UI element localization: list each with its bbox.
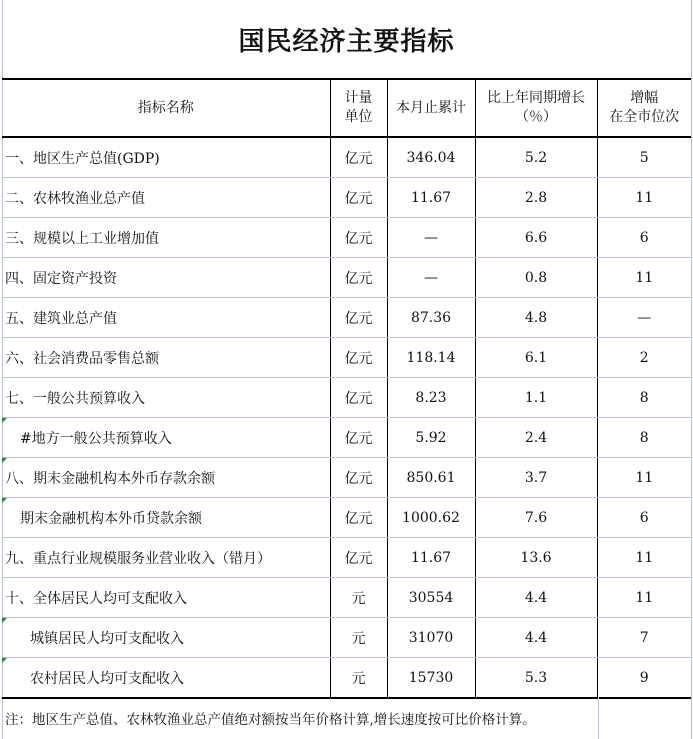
indicator-rank: 11 [597,458,691,498]
indicator-name: 城镇居民人均可支配收入 [2,618,330,658]
indicator-cumulative: 8.23 [387,378,475,418]
indicator-name: 八、期末金融机构本外币存款余额 [2,458,330,498]
indicator-rank: 11 [597,538,691,578]
header-rank: 增幅 在全市位次 [597,79,691,137]
indicator-cumulative: 118.14 [387,338,475,378]
indicator-rank: 6 [597,498,691,538]
indicator-growth: 4.4 [475,618,597,658]
indicator-cumulative: 850.61 [387,458,475,498]
table-row [2,137,691,178]
indicator-growth: 6.1 [475,338,597,378]
indicator-rank: 11 [597,258,691,298]
table-row [2,178,691,218]
table-row [2,618,691,658]
footnote: 注：地区生产总值、农林牧渔业总产值绝对额按当年价格计算,增长速度按可比价格计算。 [5,712,536,728]
indicator-name: 三、规模以上工业增加值 [2,218,330,258]
header-unit: 计量 单位 [330,79,387,137]
table-row [2,258,691,298]
indicator-rank: 8 [597,378,691,418]
indicator-unit: 元 [330,578,387,618]
indicator-name: 期末金融机构本外币贷款余额 [2,498,330,538]
indicator-growth: 13.6 [475,538,597,578]
indicator-rank: 6 [597,218,691,258]
note-cell-gridline [598,697,599,739]
table-row [2,658,691,699]
table-row [2,338,691,378]
indicator-rank: 11 [597,178,691,218]
indicator-cumulative: 346.04 [387,137,475,178]
indicator-growth: 4.8 [475,298,597,338]
table-row [2,578,691,618]
indicator-unit: 亿元 [330,538,387,578]
page-title: 国民经济主要指标 [238,26,455,57]
indicator-cumulative: — [387,218,475,258]
indicator-rank: 2 [597,338,691,378]
table-row [2,298,691,338]
indicator-cumulative: 11.67 [387,538,475,578]
indicator-name: 九、重点行业规模服务业营业收入（错月） [2,538,330,578]
indicator-unit: 亿元 [330,137,387,178]
indicator-name: #地方一般公共预算收入 [2,418,330,458]
cell-comment-marker-icon [2,458,7,463]
indicator-cumulative: 31070 [387,618,475,658]
indicator-cumulative: 87.36 [387,298,475,338]
table-row [2,218,691,258]
indicator-unit: 亿元 [330,498,387,538]
indicator-cumulative: 30554 [387,578,475,618]
indicator-rank: 9 [597,658,691,699]
cell-comment-marker-icon [2,418,7,423]
indicator-growth: 2.8 [475,178,597,218]
indicator-table [2,78,691,699]
cell-comment-marker-icon [2,498,7,503]
indicator-name: 十、全体居民人均可支配收入 [2,578,330,618]
indicator-unit: 亿元 [330,458,387,498]
indicator-growth: 4.4 [475,578,597,618]
indicator-cumulative: 1000.62 [387,498,475,538]
table-row [2,538,691,578]
indicator-growth: 0.8 [475,258,597,298]
table-row [2,458,691,498]
indicator-rank: — [597,298,691,338]
indicator-name: 六、社会消费品零售总额 [2,338,330,378]
cell-comment-marker-icon [2,658,7,663]
indicator-name: 农村居民人均可支配收入 [2,658,330,699]
indicator-name: 四、固定资产投资 [2,258,330,298]
header-name: 指标名称 [2,79,330,137]
indicator-unit: 元 [330,658,387,699]
indicator-cumulative: 15730 [387,658,475,699]
indicator-unit: 亿元 [330,218,387,258]
cell-comment-marker-icon [2,618,7,623]
indicator-growth: 6.6 [475,218,597,258]
indicator-growth: 7.6 [475,498,597,538]
indicator-growth: 5.2 [475,137,597,178]
table-row [2,378,691,418]
indicator-rank: 11 [597,578,691,618]
indicator-unit: 亿元 [330,178,387,218]
indicator-growth: 5.3 [475,658,597,699]
sheet-right-gridline [691,0,692,739]
indicator-unit: 元 [330,618,387,658]
indicator-unit: 亿元 [330,338,387,378]
indicator-growth: 2.4 [475,418,597,458]
indicator-cumulative: — [387,258,475,298]
indicator-unit: 亿元 [330,378,387,418]
indicator-unit: 亿元 [330,258,387,298]
indicator-name: 七、一般公共预算收入 [2,378,330,418]
indicator-rank: 5 [597,137,691,178]
indicator-cumulative: 11.67 [387,178,475,218]
indicator-name: 二、农林牧渔业总产值 [2,178,330,218]
indicator-rank: 7 [597,618,691,658]
indicator-growth: 1.1 [475,378,597,418]
indicator-name: 一、地区生产总值(GDP) [2,137,330,178]
table-row [2,498,691,538]
indicator-unit: 亿元 [330,298,387,338]
table-row [2,418,691,458]
indicator-unit: 亿元 [330,418,387,458]
table-header-row [2,79,691,137]
indicator-rank: 8 [597,418,691,458]
header-cumulative: 本月止累计 [387,79,475,137]
indicator-cumulative: 5.92 [387,418,475,458]
indicator-growth: 3.7 [475,458,597,498]
indicator-name: 五、建筑业总产值 [2,298,330,338]
header-growth: 比上年同期增长 （％） [475,79,597,137]
